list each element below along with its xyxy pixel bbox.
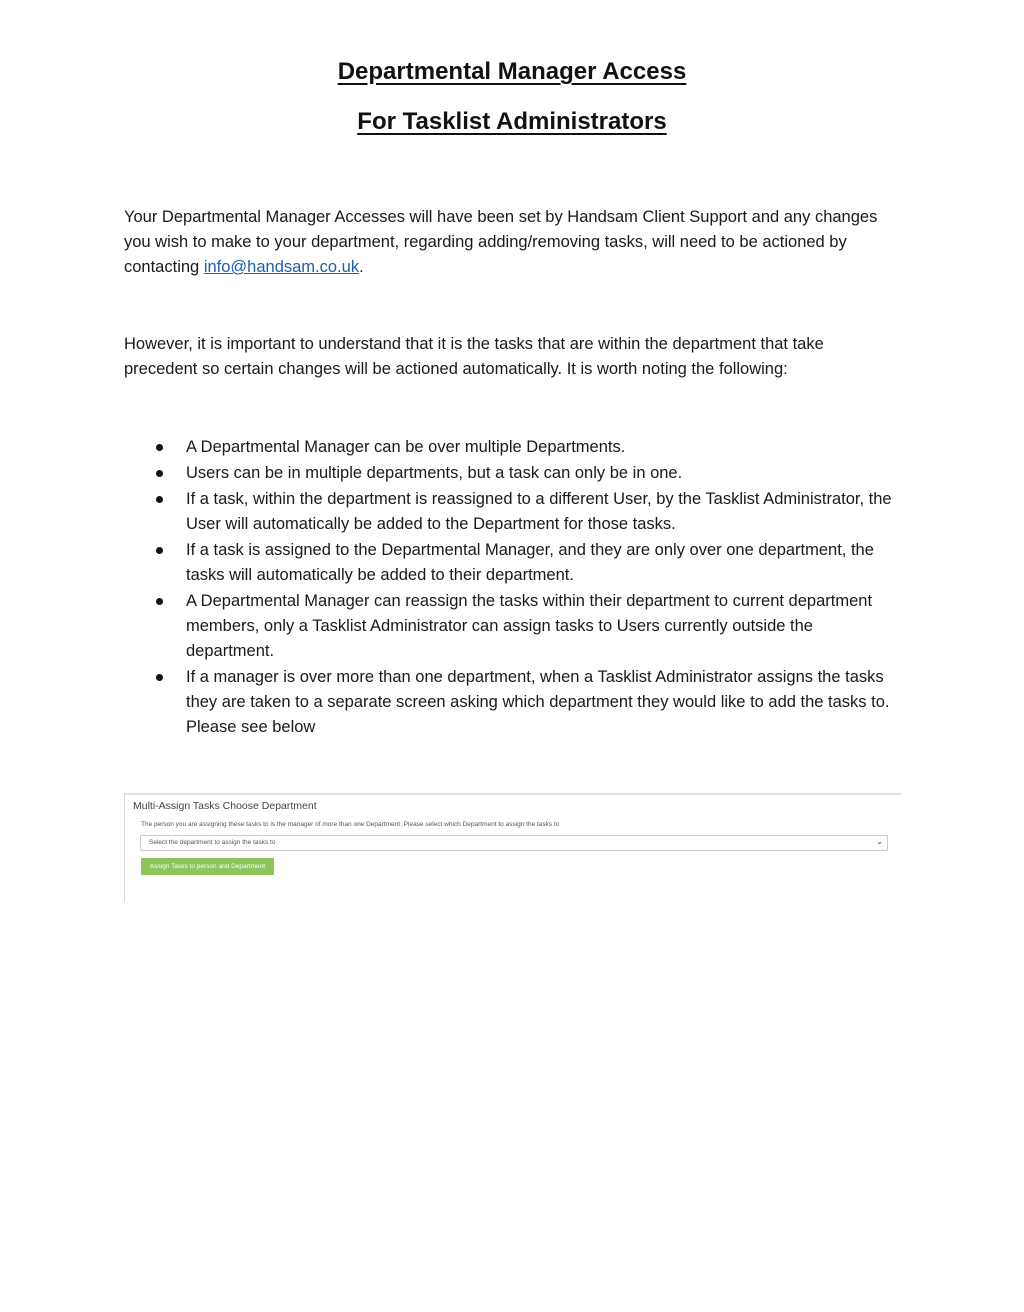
chevron-down-icon: ⌄ [876,837,883,846]
embedded-screenshot-panel [124,793,901,902]
list-item [124,538,894,588]
list-item [124,461,894,486]
panel-instruction: The person you are assigning these tasks to is the manager of more than one Department. Please select which Department to assign the tasks to [141,821,560,828]
support-email-link[interactable]: info@handsam.co.uk [203,258,360,276]
bullet-icon [156,598,163,605]
list-item-text: If a task is assigned to the Departmental Manager, and they are only over one department, the tasks will automatically be added to their department. [186,541,874,584]
panel-title: Multi-Assign Tasks Choose Department [133,800,317,812]
department-select[interactable] [140,835,888,851]
rules-list [124,435,894,741]
list-item-text: A Departmental Manager can reassign the tasks within their department to current department members, only a Tasklist Administrator can assign tasks to Users currently outside the department. [186,592,873,660]
bullet-icon [156,444,163,451]
list-item-text: A Departmental Manager can be over multiple Departments. [186,438,626,456]
list-item [124,665,894,740]
intro-paragraph [124,205,894,280]
bullet-icon [156,547,163,554]
bullet-icon [156,470,163,477]
list-item [124,589,894,664]
document-title: Departmental Manager Access [337,58,687,85]
intro-text-end: . [359,258,364,276]
list-item [124,435,894,460]
bullet-icon [156,496,163,503]
assign-tasks-button[interactable]: Assign Tasks to person and Department [141,858,274,875]
list-item-text: If a task, within the department is reassigned to a different User, by the Tasklist Administrator, the User will automatically be added to the Department for those tasks. [186,490,892,533]
bullet-icon [156,674,163,681]
list-item-text: Users can be in multiple departments, but a task can only be in one. [186,464,683,482]
intro-text: Your Departmental Manager Accesses will have been set by Handsam Client Support and any changes you wish to make to your department, regarding adding/removing tasks, will need to be actioned by contacting [124,208,878,276]
list-item-text: If a manager is over more than one department, when a Tasklist Administrator assigns the tasks they are taken to a separate screen asking which department they would like to add the tasks to. Please see below [186,668,890,736]
notice-paragraph: However, it is important to understand that it is the tasks that are within the department that take precedent so certain changes will be actioned automatically. It is worth noting the following: [124,335,824,378]
document-subtitle: For Tasklist Administrators [357,108,667,135]
list-item [124,487,894,537]
department-select-value: Select the department to assign the tasks to [149,839,276,846]
